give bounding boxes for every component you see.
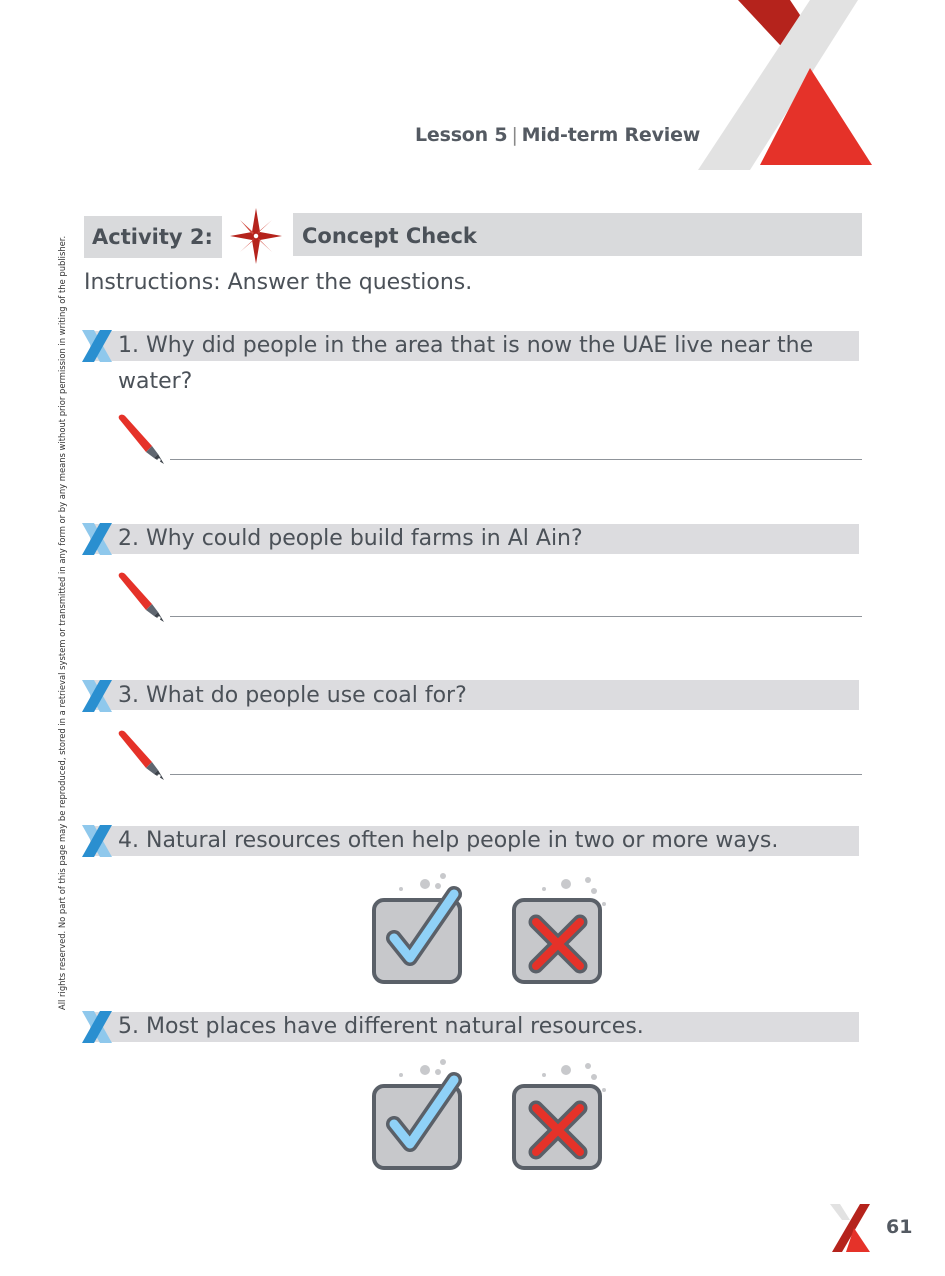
question-1-line-1: 1. Why did people in the area that is now the UAE live near the <box>118 333 814 358</box>
instructions: Instructions: Answer the questions. <box>84 270 473 295</box>
blue-x-bullet-icon <box>80 825 112 857</box>
cross-box-icon[interactable] <box>508 872 608 986</box>
question-3: 3. What do people use coal for? <box>118 683 467 708</box>
lesson-number: Lesson 5 <box>415 124 508 146</box>
decorative-x-logo <box>690 0 880 170</box>
pen-icon <box>112 572 168 624</box>
blue-x-bullet-icon <box>80 680 112 712</box>
check-box-icon[interactable] <box>368 872 468 986</box>
question-5: 5. Most places have different natural resources. <box>118 1014 644 1039</box>
compass-rose-icon <box>228 206 284 266</box>
header-separator: | <box>511 124 518 146</box>
blue-x-bullet-icon <box>80 330 112 362</box>
pen-icon <box>112 414 168 466</box>
answer-line-3[interactable] <box>170 774 862 775</box>
question-2: 2. Why could people build farms in Al Ain? <box>118 526 583 551</box>
page-number: 61 <box>886 1216 913 1238</box>
blue-x-bullet-icon <box>80 1011 112 1043</box>
question-4: 4. Natural resources often help people in two or more ways. <box>118 828 779 853</box>
copyright-note: All rights reserved. No part of this page may be reproduced, stored in a retrieval system or transmitted in any form or by any means without prior permission in writing of the publisher. <box>57 235 67 1010</box>
footer-x-logo <box>826 1204 874 1252</box>
activity-title: Concept Check <box>302 224 477 248</box>
blue-x-bullet-icon <box>80 523 112 555</box>
check-box-icon[interactable] <box>368 1058 468 1172</box>
cross-box-icon[interactable] <box>508 1058 608 1172</box>
question-1 <box>118 328 858 400</box>
lesson-title: Mid-term Review <box>521 124 701 146</box>
answer-line-2[interactable] <box>170 616 862 617</box>
answer-line-1[interactable] <box>170 459 862 460</box>
question-1-line-2: water? <box>118 369 193 394</box>
lesson-header <box>415 124 700 146</box>
pen-icon <box>112 730 168 782</box>
activity-label: Activity 2: <box>92 225 213 249</box>
